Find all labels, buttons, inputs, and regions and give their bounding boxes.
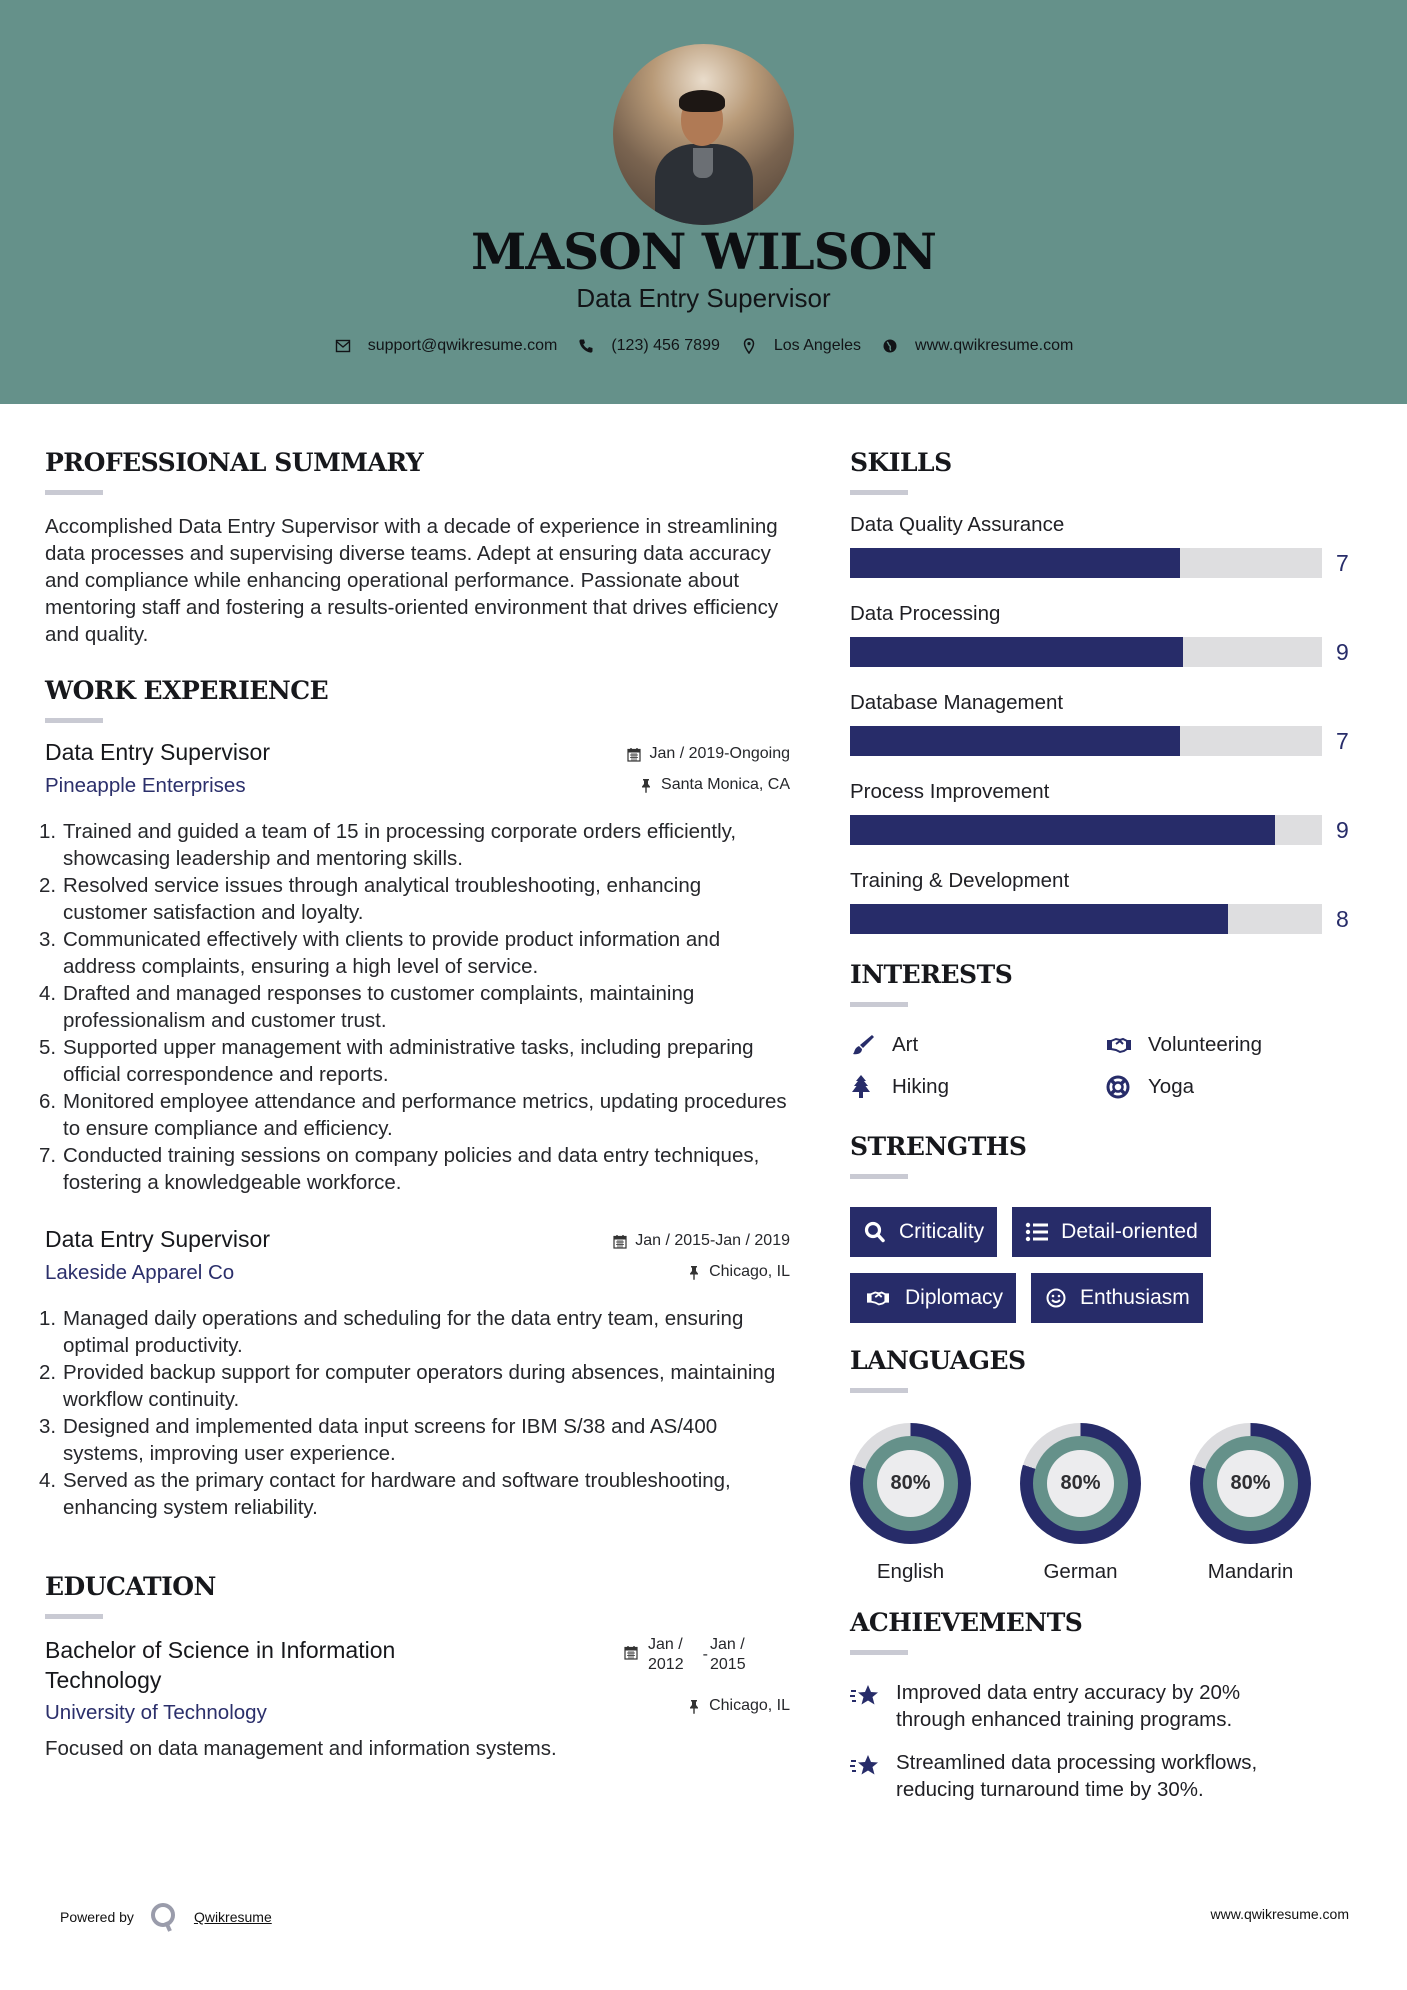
handshake-icon <box>863 1287 893 1309</box>
language-name: English <box>876 1560 945 1583</box>
calendar-icon <box>627 747 641 762</box>
skill-value: 9 <box>1336 816 1349 843</box>
skill-bar <box>850 815 1322 845</box>
language-name: German <box>1043 1560 1118 1583</box>
job-location <box>613 1263 790 1281</box>
contact-website-text: www.qwikresume.com <box>915 337 1074 354</box>
list-item: 4. Drafted and managed responses to customer complaints, maintaining professionalism and customer trust. <box>39 982 695 1032</box>
list-item: 2. Provided backup support for computer operators during absences, maintaining workflow continuity. <box>39 1361 776 1411</box>
contact-phone[interactable] <box>577 337 720 355</box>
job-dates-text: Jan / 2019-Ongoing <box>649 745 790 762</box>
profile-photo <box>613 44 794 225</box>
skill-label: Database Management <box>850 691 1064 714</box>
section-divider <box>45 718 103 723</box>
skill-value: 7 <box>1336 727 1349 754</box>
section-divider <box>850 1388 908 1393</box>
section-title: WORK EXPERIENCE <box>45 676 329 705</box>
skill-bar <box>850 637 1322 667</box>
job-dates-text: Jan / 2015-Jan / 2019 <box>635 1232 790 1249</box>
achievement-list <box>850 1679 1370 1803</box>
shooting-star-icon <box>850 1753 880 1779</box>
strength-chip: Diplomacy <box>850 1273 1016 1323</box>
skill-list <box>850 513 1370 934</box>
powered-by-label: Powered by <box>60 1909 134 1925</box>
section-title: STRENGTHS <box>850 1132 1027 1161</box>
job-title: Data Entry Supervisor <box>45 739 270 765</box>
summary-text: Accomplished Data Entry Supervisor with a decade of experience in streamlining data processes and supervising diverse teams. Adept at ensuring data accuracy and compliance while enhancing operational performance. Passionate about mentoring staff and fostering a results-oriented environment that drives efficiency and quality. <box>45 515 779 646</box>
skill-value: 7 <box>1336 549 1349 576</box>
language-donut: 80% <box>1020 1423 1141 1544</box>
job-location-text: Chicago, IL <box>709 1263 790 1280</box>
photo-figure-hair <box>679 90 725 112</box>
section-title: LANGUAGES <box>850 1346 1026 1375</box>
envelope-icon <box>334 337 352 355</box>
list-item: 6. Monitored employee attendance and performance metrics, updating procedures to ensure compliance and efficiency. <box>39 1090 787 1140</box>
list-item: 2. Resolved service issues through analytical troubleshooting, enhancing customer satisfaction and loyalty. <box>39 874 702 924</box>
contact-website[interactable] <box>881 337 1073 355</box>
search-icon <box>863 1221 887 1243</box>
degree-title: Bachelor of Science in Information Technology <box>45 1637 396 1693</box>
qwikresume-link[interactable]: Qwikresume <box>193 1909 272 1925</box>
job-entry <box>39 739 790 1196</box>
contact-location <box>740 337 861 355</box>
globe-icon <box>881 337 899 355</box>
language-item <box>850 1423 1020 1584</box>
calendar-icon <box>624 1645 638 1660</box>
achievement-item: Improved data entry accuracy by 20% through enhanced training programs. <box>850 1679 1370 1733</box>
contact-email-text: support@qwikresume.com <box>367 337 558 354</box>
section-title: INTERESTS <box>850 960 1013 989</box>
strength-chip: Detail-oriented <box>1012 1207 1211 1257</box>
pushpin-icon <box>639 778 653 793</box>
interests-section <box>850 960 1370 1099</box>
job-bullets <box>39 1305 790 1521</box>
phone-icon <box>577 337 595 355</box>
strength-chip: Criticality <box>850 1207 997 1257</box>
section-title: PROFESSIONAL SUMMARY <box>45 448 424 477</box>
skills-section <box>850 448 1370 934</box>
skill-label: Training & Development <box>850 869 1070 892</box>
education-section <box>45 1572 790 1762</box>
list-item: 4. Served as the primary contact for hardware and software troubleshooting, enhancing system reliability. <box>39 1469 731 1519</box>
job-entry <box>39 1226 790 1521</box>
photo-figure-shirt <box>693 148 713 178</box>
strength-chip: Enthusiasm <box>1031 1273 1203 1323</box>
list-icon <box>1025 1221 1049 1243</box>
contact-location-text: Los Angeles <box>773 337 862 354</box>
summary-section <box>45 448 790 648</box>
education-location: Chicago, IL <box>687 1697 790 1715</box>
calendar-icon <box>613 1234 627 1249</box>
qwikresume-logo-icon <box>150 1902 178 1932</box>
smile-icon <box>1044 1287 1068 1309</box>
interest-item: Volunteering <box>1106 1033 1362 1057</box>
language-item <box>1190 1423 1360 1584</box>
interest-item: Hiking <box>850 1075 1106 1099</box>
skill-item <box>850 869 1370 934</box>
contact-email[interactable] <box>334 337 558 355</box>
job-dates <box>613 1232 790 1250</box>
shooting-star-icon <box>850 1683 880 1709</box>
list-item: 3. Designed and implemented data input screens for IBM S/38 and AS/400 systems, improving user experience. <box>39 1415 718 1465</box>
map-pin-icon <box>740 337 758 355</box>
tree-icon <box>850 1075 878 1099</box>
section-divider <box>45 1614 103 1619</box>
language-donut: 80% <box>850 1423 971 1544</box>
job-title: Data Entry Supervisor <box>45 1226 270 1252</box>
education-description: Focused on data management and information systems. <box>45 1737 557 1760</box>
job-company: Pineapple Enterprises <box>45 774 246 797</box>
school-name: University of Technology <box>45 1701 267 1724</box>
section-title: SKILLS <box>850 448 952 477</box>
language-item <box>1020 1423 1190 1584</box>
skill-item <box>850 513 1370 578</box>
skill-item <box>850 691 1370 756</box>
experience-section <box>39 676 790 1521</box>
language-name: Mandarin <box>1207 1560 1294 1583</box>
job-dates <box>627 745 790 763</box>
job-company: Lakeside Apparel Co <box>45 1261 235 1284</box>
skill-label: Data Quality Assurance <box>850 513 1065 536</box>
list-item: 3. Communicated effectively with clients to provide product information and address complaints, ensuring a high level of service. <box>39 928 721 978</box>
section-divider <box>850 1174 908 1179</box>
language-donut: 80% <box>1190 1423 1311 1544</box>
interest-list <box>850 1033 1370 1099</box>
contact-row <box>0 337 1407 355</box>
job-bullets <box>39 818 790 1196</box>
list-item: 5. Supported upper management with administrative tasks, including preparing official correspondence and reports. <box>39 1036 754 1086</box>
life-ring-icon <box>1106 1075 1134 1099</box>
list-item: 1. Managed daily operations and scheduling for the data entry team, ensuring optimal productivity. <box>39 1307 744 1357</box>
skill-item <box>850 602 1370 667</box>
section-title: ACHIEVEMENTS <box>850 1608 1083 1637</box>
footer-website-link[interactable]: www.qwikresume.com <box>1210 1906 1349 1922</box>
interest-item: Art <box>850 1033 1106 1057</box>
footer-powered-by <box>60 1902 272 1932</box>
candidate-name: MASON WILSON <box>471 222 936 281</box>
resume-header <box>0 0 1407 404</box>
section-divider <box>45 490 103 495</box>
skill-bar <box>850 726 1322 756</box>
languages-section <box>850 1346 1370 1584</box>
candidate-role: Data Entry Supervisor <box>576 283 831 313</box>
list-item: 7. Conducted training sessions on company policies and data entry techniques, fostering a knowledgeable workforce. <box>39 1144 760 1194</box>
job-location <box>627 776 790 794</box>
list-item: 1. Trained and guided a team of 15 in processing corporate orders efficiently, showcasing leadership and mentoring skills. <box>39 820 737 870</box>
section-divider <box>850 1002 908 1007</box>
pushpin-icon <box>687 1699 701 1714</box>
section-title: EDUCATION <box>45 1572 216 1601</box>
education-dates: Jan / 2012 - Jan / 2015 <box>624 1635 758 1675</box>
achievements-section <box>850 1608 1370 1819</box>
strengths-section <box>850 1132 1370 1323</box>
skill-value: 8 <box>1336 905 1349 932</box>
language-list <box>850 1423 1370 1584</box>
pushpin-icon <box>687 1265 701 1280</box>
skill-item <box>850 780 1370 845</box>
interest-item: Yoga <box>1106 1075 1362 1099</box>
job-location-text: Santa Monica, CA <box>661 776 790 793</box>
achievement-item: Streamlined data processing workflows, reducing turnaround time by 30%. <box>850 1749 1370 1803</box>
skill-label: Process Improvement <box>850 780 1050 803</box>
skill-label: Data Processing <box>850 602 1001 625</box>
handshake-icon <box>1106 1033 1134 1057</box>
paintbrush-icon <box>850 1033 878 1057</box>
skill-bar <box>850 904 1322 934</box>
strength-list <box>850 1207 1370 1323</box>
skill-bar <box>850 548 1322 578</box>
section-divider <box>850 490 908 495</box>
skill-value: 9 <box>1336 638 1349 665</box>
contact-phone-text: (123) 456 7899 <box>611 337 720 354</box>
section-divider <box>850 1650 908 1655</box>
